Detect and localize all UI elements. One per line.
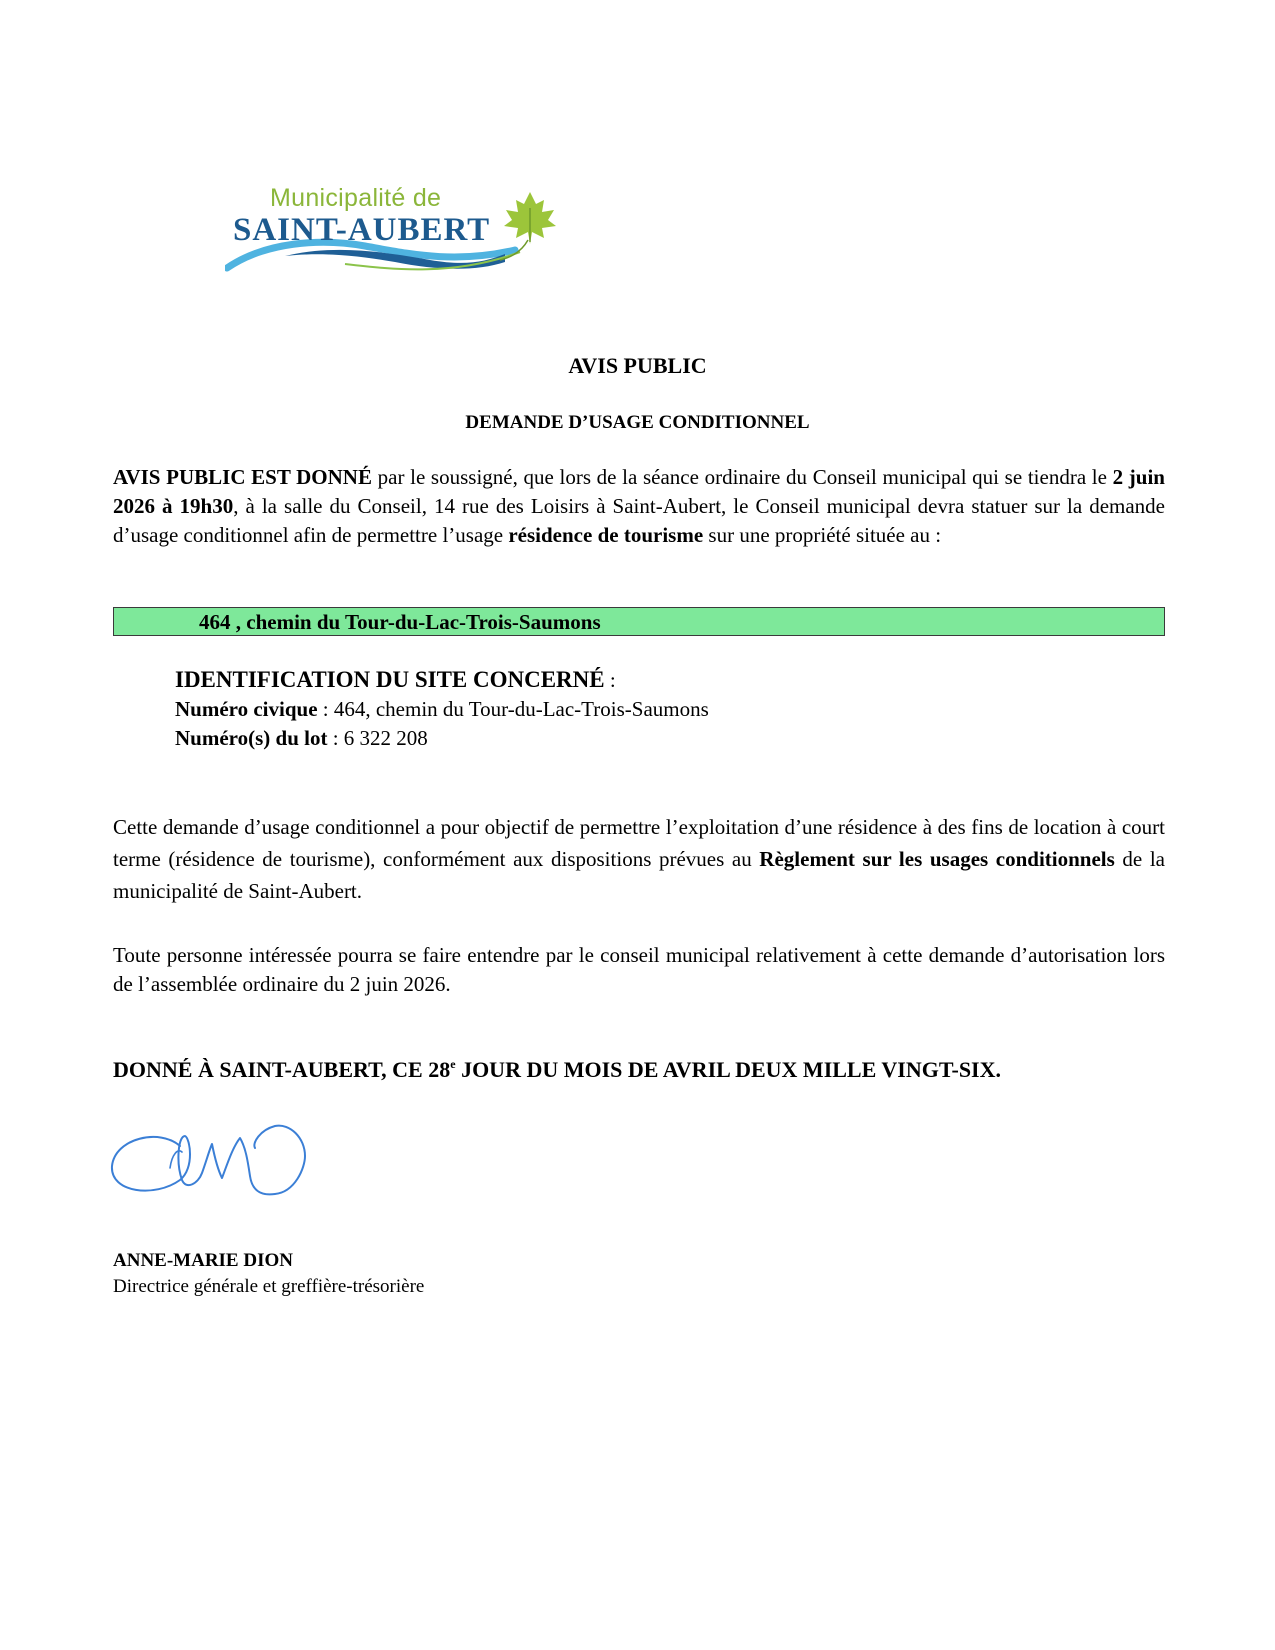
intro-paragraph [113,463,1165,550]
lot-number-label: Numéro(s) du lot [175,726,328,750]
intro-text-3: sur une propriété située au : [703,523,942,547]
given-superscript: e [450,1057,456,1071]
handwritten-signature [110,1118,320,1208]
given-part-1: DONNÉ À SAINT-AUBERT, CE 28 [113,1057,451,1082]
logo-municipality-text: Municipalité de [270,184,442,212]
intro-text-2: , à la salle du Conseil, 14 rue des Loisirs à Saint-Aubert, le Conseil municipal devra statuer sur la demande d’usage conditionnel afin de permettre l’usage [113,494,1165,547]
given-statement [113,1056,1001,1084]
objective-text-2: de la municipalité de Saint-Aubert. [113,847,1166,903]
site-heading-suffix: : [604,668,616,692]
regulation-name: Règlement sur les usages conditionnels [759,847,1115,871]
notice-title: AVIS PUBLIC [568,353,707,378]
hearing-paragraph: Toute personne intéressée pourra se faire entendre par le conseil municipal relativement à cette demande d’autorisation lors de l’assemblée ordinaire du 2 juin 2026. [113,943,1165,996]
site-heading-line [175,665,709,695]
intro-lead: AVIS PUBLIC EST DONNÉ [113,465,372,489]
notice-subtitle: DEMANDE D’USAGE CONDITIONNEL [465,412,810,433]
site-heading: IDENTIFICATION DU SITE CONCERNÉ [175,667,605,692]
intro-text-1: par le soussigné, que lors de la séance ordinaire du Conseil municipal qui se tiendra le [371,465,1113,489]
signer-title: Directrice générale et greffière-trésorière [113,1276,425,1297]
civic-number-line [175,695,709,724]
signer-block [113,1248,424,1300]
objective-text-1: Cette demande d’usage conditionnel a pour objectif de permettre l’exploitation d’une résidence à des fins de location à court terme (résidence de tourisme), conformément aux dispositions prévues au [113,815,1165,871]
lot-number-value: : 6 322 208 [327,726,428,750]
address-highlight-text: 464 , chemin du Tour-du-Lac-Trois-Saumons [199,610,601,634]
lot-number-line [175,724,709,753]
given-part-2: JOUR DU MOIS DE AVRIL DEUX MILLE VINGT-SIX. [455,1057,1001,1082]
address-highlight-box [113,607,1165,636]
meeting-date: 2 juin 2026 à 19h30 [113,465,1165,518]
municipality-logo [225,180,585,290]
signer-name: ANNE-MARIE DION [113,1250,293,1271]
logo-name-text: SAINT-AUBERT [233,212,491,248]
objective-paragraph [113,811,1165,907]
civic-number-value: : 464, chemin du Tour-du-Lac-Trois-Saumons [317,697,709,721]
civic-number-label: Numéro civique [175,697,318,721]
site-identification [175,665,709,753]
usage-type: résidence de tourisme [508,523,704,547]
